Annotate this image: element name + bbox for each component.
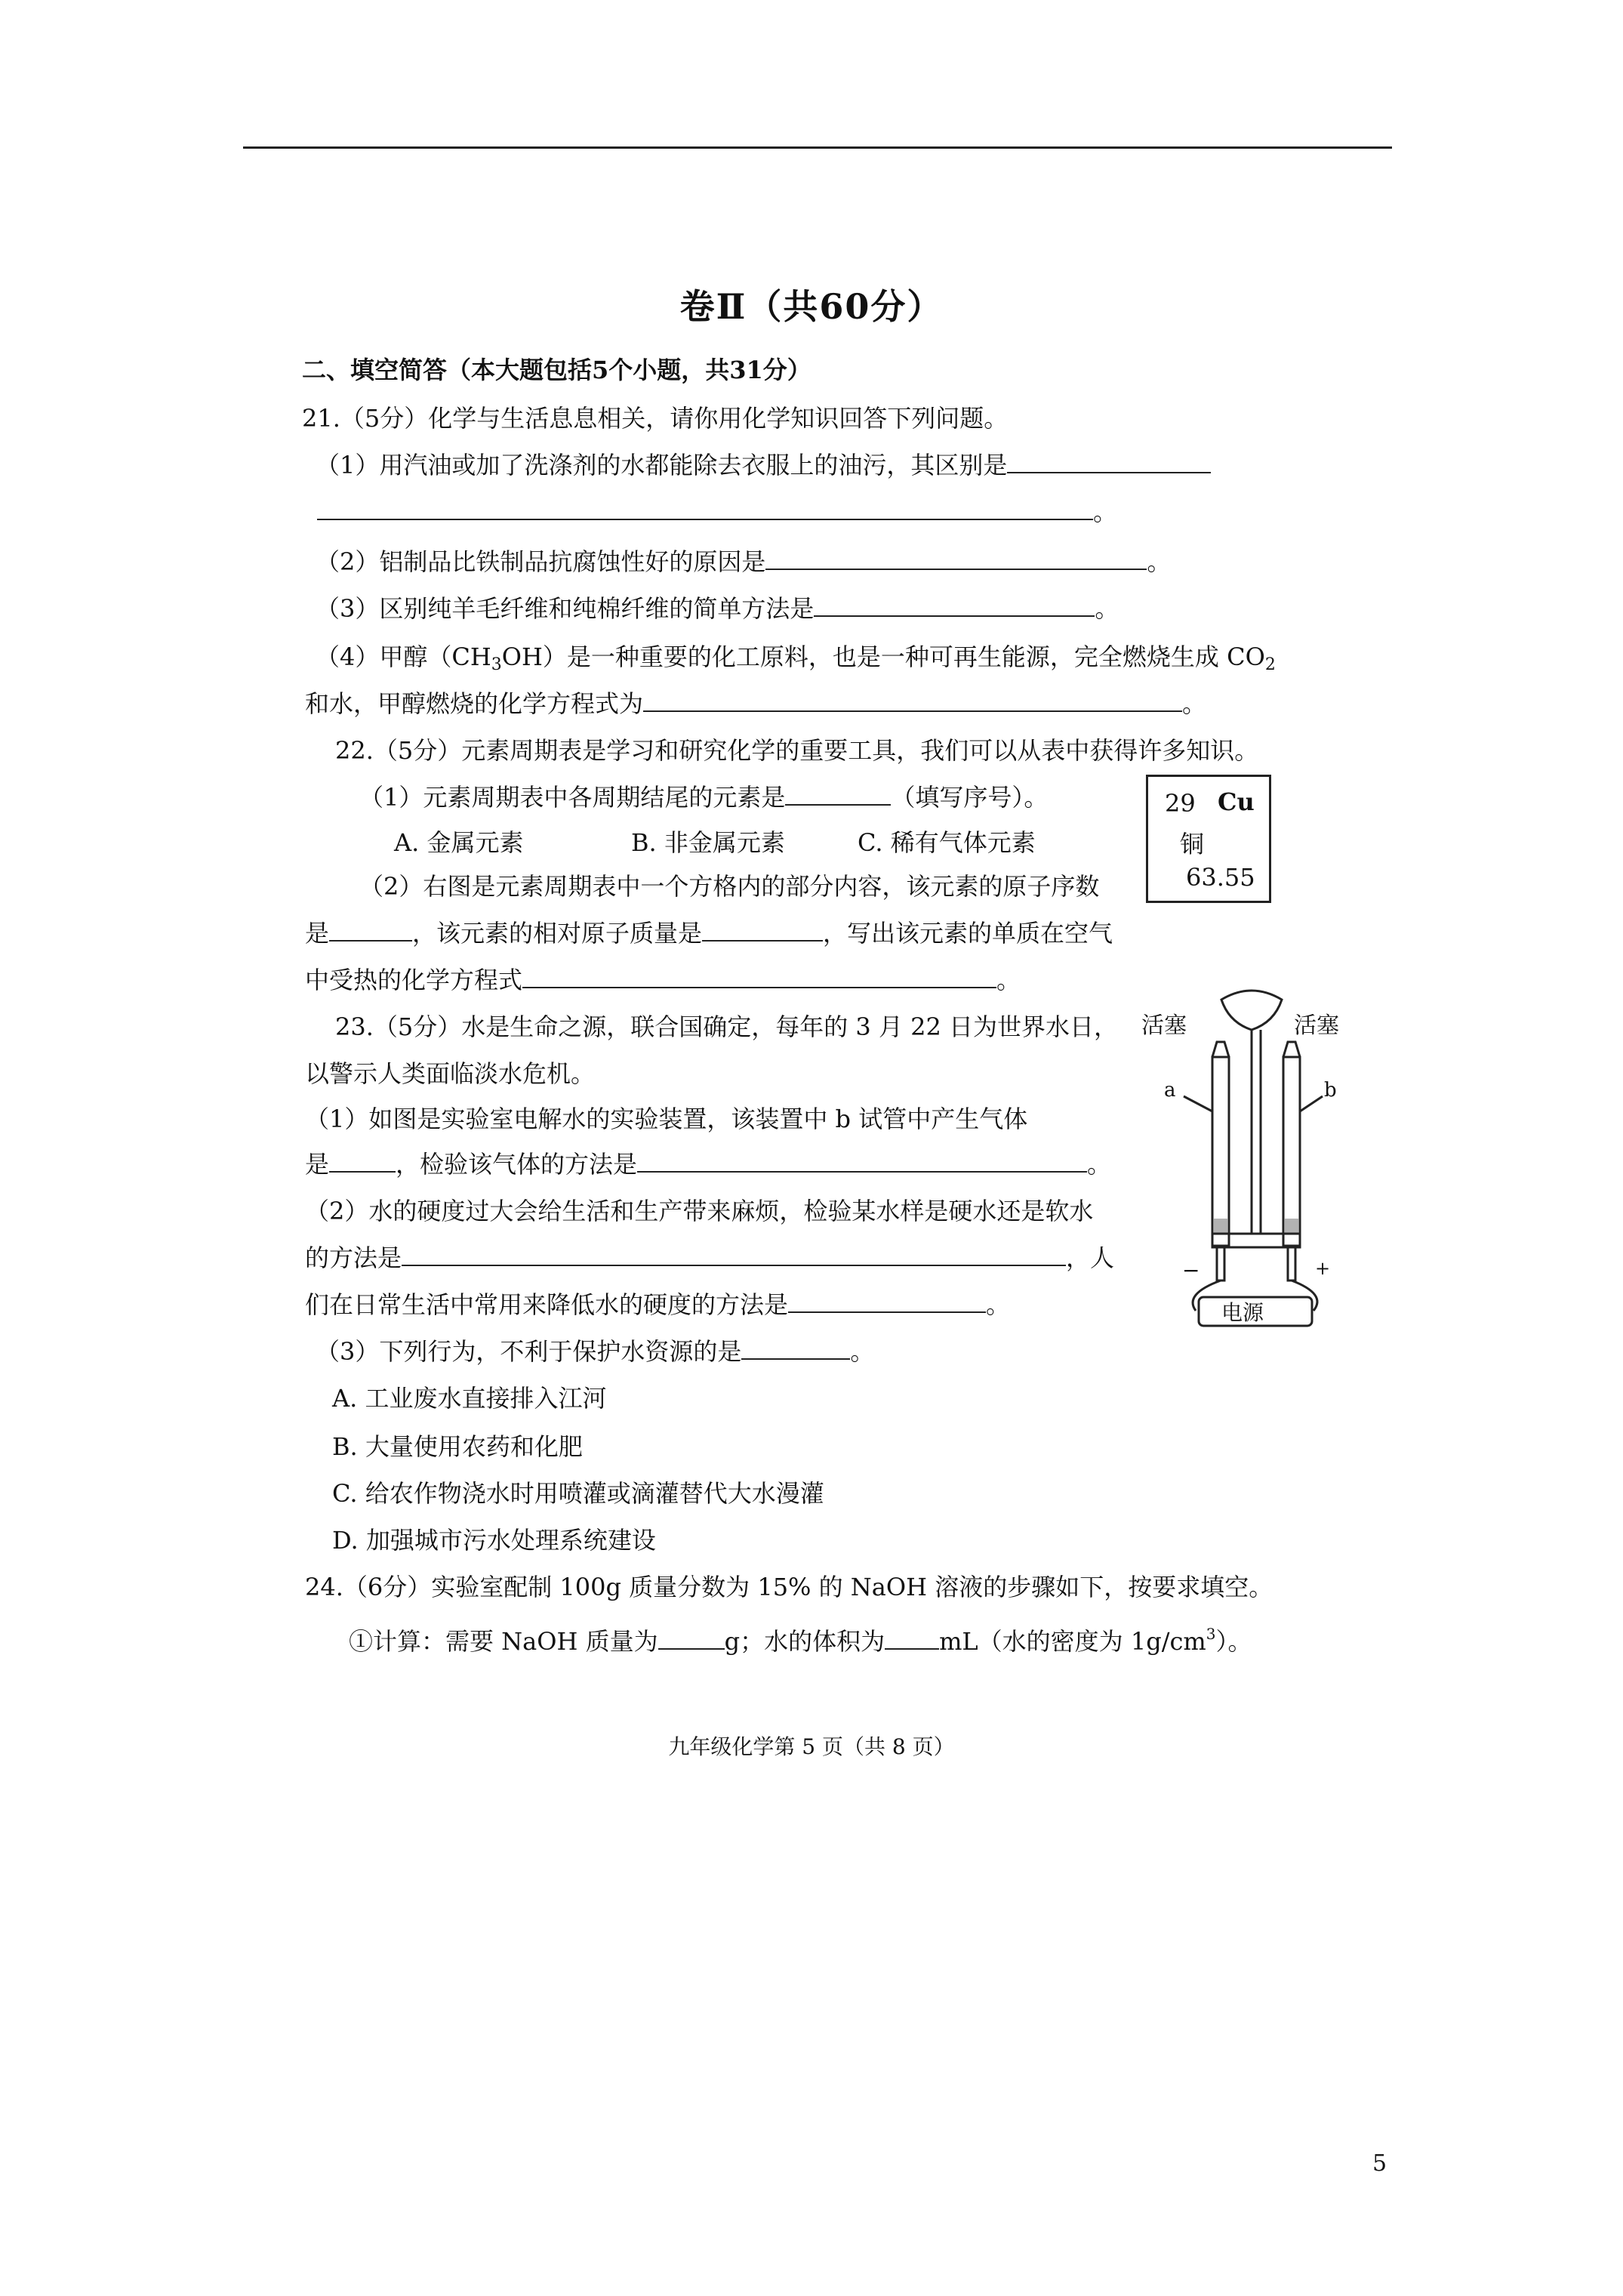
q21-part4-cont: 和水，甲醇燃烧的化学方程式为 。 <box>305 689 1207 718</box>
electrode-right <box>1288 1247 1295 1281</box>
answer-blank[interactable] <box>785 781 891 806</box>
answer-blank[interactable] <box>329 1148 396 1173</box>
q23-part3: （3）下列行为，不利于保护水资源的是 。 <box>316 1337 875 1366</box>
atomic-mass: 63.55 <box>1186 863 1255 892</box>
q23-option-b: B. 大量使用农药和化肥 <box>332 1432 583 1461</box>
label-tube-a: a <box>1164 1079 1176 1102</box>
q23-part1-cont: 是 ，检验该气体的方法是 。 <box>305 1150 1112 1179</box>
answer-blank[interactable] <box>788 1289 986 1313</box>
q23-option-a: A. 工业废水直接排入江河 <box>332 1384 607 1413</box>
q23-part1: （1）如图是实验室电解水的实验装置，该装置中 b 试管中产生气体 <box>305 1105 1028 1133</box>
stopcock-right-icon <box>1283 1042 1300 1057</box>
paper-title: 卷Ⅱ（共60分） <box>679 286 944 327</box>
tube-a <box>1212 1057 1229 1246</box>
page-footer: 九年级化学第 5 页（共 8 页） <box>668 1734 955 1759</box>
answer-blank[interactable] <box>741 1336 850 1360</box>
label-plus: + <box>1315 1258 1331 1279</box>
page-number: 5 <box>1372 2150 1387 2177</box>
q22-stem: 22.（5分）元素周期表是学习和研究化学的重要工具，我们可以从表中获得许多知识。 <box>335 736 1259 765</box>
stopcock-left-icon <box>1212 1042 1229 1057</box>
q21-part3: （3）区别纯羊毛纤维和纯棉纤维的简单方法是 。 <box>316 594 1119 623</box>
label-power: 电源 <box>1221 1300 1264 1325</box>
label-tube-b: b <box>1324 1079 1337 1102</box>
q22-part2-cont2: 中受热的化学方程式 。 <box>305 966 1021 994</box>
answer-blank[interactable] <box>317 496 1093 520</box>
answer-blank[interactable] <box>402 1242 1066 1266</box>
q23-stem: 23.（5分）水是生命之源，联合国确定，每年的 3 月 22 日为世界水日， <box>335 1012 1119 1041</box>
answer-blank[interactable] <box>765 546 1147 570</box>
q23-option-c: C. 给农作物浇水时用喷灌或滴灌替代大水漫灌 <box>332 1479 824 1508</box>
q24-stem: 24.（6分）实验室配制 100g 质量分数为 15% 的 NaOH 溶液的步骤如下，按要求填空。 <box>305 1573 1273 1601</box>
q23-stem-cont: 以警示人类面临淡水危机。 <box>305 1059 596 1088</box>
element-name: 铜 <box>1180 830 1205 858</box>
q23-option-d: D. 加强城市污水处理系统建设 <box>332 1526 656 1555</box>
q22-part2: （2）右图是元素周期表中一个方格内的部分内容，该元素的原子序数 <box>359 872 1100 901</box>
answer-blank[interactable] <box>522 964 996 988</box>
q21-stem: 21.（5分）化学与生活息息相关，请你用化学知识回答下列问题。 <box>302 404 1009 433</box>
section-heading: 二、填空简答（本大题包括5个小题，共31分） <box>302 356 812 384</box>
q22-option-c: C. 稀有气体元素 <box>858 828 1036 857</box>
leader-a <box>1184 1096 1212 1111</box>
q23-part2-cont: 的方法是 ，人 <box>305 1244 1115 1272</box>
atomic-number: 29 <box>1165 789 1196 818</box>
answer-blank[interactable] <box>637 1148 1087 1173</box>
element-tile <box>1146 775 1271 903</box>
label-minus: − <box>1182 1258 1200 1283</box>
top-rule <box>243 146 1392 149</box>
q21-part1: （1）用汽油或加了洗涤剂的水都能除去衣服上的油污，其区别是 <box>316 448 1211 482</box>
q21-part2: （2）铝制品比铁制品抗腐蚀性好的原因是 。 <box>316 547 1172 576</box>
label-stopcock-left: 活塞 <box>1141 1012 1187 1039</box>
label-stopcock-right: 活塞 <box>1294 1012 1339 1039</box>
answer-blank[interactable] <box>702 917 823 942</box>
q22-part1: （1）元素周期表中各周期结尾的元素是 （填写序号）。 <box>359 783 1049 812</box>
answer-blank[interactable] <box>814 593 1095 617</box>
leader-b <box>1300 1096 1323 1111</box>
q22-option-b: B. 非金属元素 <box>631 828 785 857</box>
element-symbol: Cu <box>1218 787 1255 816</box>
answer-blank[interactable] <box>658 1626 725 1650</box>
q23-part2: （2）水的硬度过大会给生活和生产带来麻烦，检验某水样是硬水还是软水 <box>305 1197 1094 1225</box>
reservoir-funnel <box>1221 991 1282 1030</box>
q24-part1: ①计算：需要 NaOH 质量为 g；水的体积为 mL（水的密度为 $1g/cm^3$）。 <box>349 1625 1252 1656</box>
q22-option-a: A. 金属元素 <box>394 828 524 857</box>
q23-part2-cont2: 们在日常生活中常用来降低水的硬度的方法是 。 <box>305 1290 1011 1319</box>
electrode-left <box>1217 1247 1224 1281</box>
wire-right <box>1292 1281 1317 1311</box>
wire-left <box>1193 1281 1221 1311</box>
tube-b <box>1283 1057 1300 1246</box>
q21-part4: （4）甲醇$(CH_3OH)$是一种重要的化工原料，也是一种可再生能源，完全燃烧生成 $CO_2$ <box>316 643 1276 674</box>
answer-blank[interactable] <box>329 917 412 942</box>
electrolysis-apparatus-diagram <box>1138 985 1342 1329</box>
q21-part1-cont: 。 <box>317 495 1117 529</box>
q22-part2-cont: 是 ，该元素的相对原子质量是 ，写出该元素的单质在空气 <box>305 919 1113 948</box>
answer-blank[interactable] <box>885 1626 939 1650</box>
answer-blank[interactable] <box>1007 449 1211 473</box>
answer-blank[interactable] <box>643 688 1182 712</box>
